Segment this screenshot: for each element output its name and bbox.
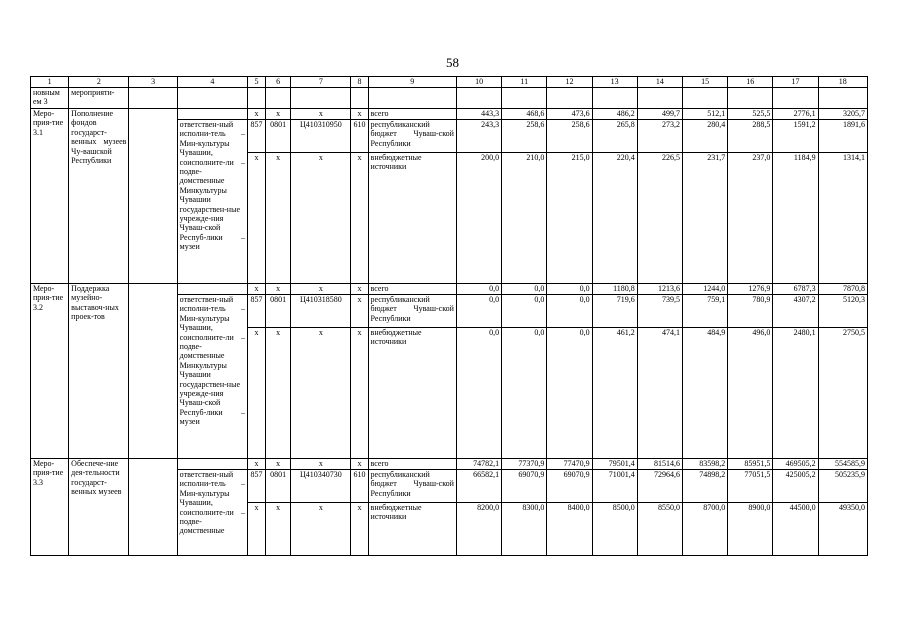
measure-title-cell: мероприяти- xyxy=(69,88,129,109)
header-cell: 7 xyxy=(291,77,351,88)
code-cell: x xyxy=(266,284,291,295)
empty-cell xyxy=(728,88,773,109)
measure-name-cell: Меро-прия-тие 3.2 xyxy=(31,284,69,459)
measure-title-cell: Обеспече-ние дея-тельности государст-венных музеев xyxy=(69,459,129,556)
funding-source-cell: республиканский бюджет Чуваш-ской Республики xyxy=(368,295,456,328)
code-cell: 857 xyxy=(248,470,266,503)
value-cell: 79501,4 xyxy=(592,459,637,470)
empty-cell xyxy=(177,88,247,109)
value-cell: 77470,9 xyxy=(547,459,592,470)
code-cell: x xyxy=(291,503,351,556)
value-cell: 215,0 xyxy=(547,153,592,284)
value-cell: 71001,4 xyxy=(592,470,637,503)
code-cell: x xyxy=(266,459,291,470)
continuation-row xyxy=(31,88,868,109)
value-cell: 5120,3 xyxy=(818,295,867,328)
empty-cell xyxy=(351,88,368,109)
value-cell: 759,1 xyxy=(682,295,727,328)
code-cell: x xyxy=(266,328,291,459)
measure-name-cell: Меро-прия-тие 3.1 xyxy=(31,109,69,284)
header-row xyxy=(31,77,868,88)
value-cell: 66582,1 xyxy=(456,470,501,503)
value-cell: 2480,1 xyxy=(773,328,818,459)
value-cell: 231,7 xyxy=(682,153,727,284)
value-cell: 486,2 xyxy=(592,109,637,120)
code-cell: x xyxy=(351,153,368,284)
value-cell: 512,1 xyxy=(682,109,727,120)
value-cell: 74898,2 xyxy=(682,470,727,503)
header-cell: 14 xyxy=(637,77,682,88)
value-cell: 6787,3 xyxy=(773,284,818,295)
code-cell: 0801 xyxy=(266,120,291,153)
code-cell: Ц410318580 xyxy=(291,295,351,328)
value-cell: 425005,2 xyxy=(773,470,818,503)
value-cell: 1314,1 xyxy=(818,153,867,284)
value-cell: 0,0 xyxy=(547,328,592,459)
code-cell: x xyxy=(291,459,351,470)
value-cell: 85951,5 xyxy=(728,459,773,470)
table-row xyxy=(31,109,868,120)
value-cell: 273,2 xyxy=(637,120,682,153)
value-cell: 8500,0 xyxy=(592,503,637,556)
header-cell: 11 xyxy=(502,77,547,88)
header-cell: 16 xyxy=(728,77,773,88)
empty-cell xyxy=(129,459,177,556)
empty-cell xyxy=(818,88,867,109)
value-cell: 49350,0 xyxy=(818,503,867,556)
value-cell: 265,8 xyxy=(592,120,637,153)
header-cell: 18 xyxy=(818,77,867,88)
value-cell: 210,0 xyxy=(502,153,547,284)
empty-cell xyxy=(129,284,177,459)
funding-source-cell: внебюджетные источники xyxy=(368,328,456,459)
header-cell: 10 xyxy=(456,77,501,88)
value-cell: 280,4 xyxy=(682,120,727,153)
header-cell: 17 xyxy=(773,77,818,88)
value-cell: 525,5 xyxy=(728,109,773,120)
empty-cell xyxy=(368,88,456,109)
value-cell: 0,0 xyxy=(502,284,547,295)
page-number: 58 xyxy=(446,55,459,70)
value-cell: 69070,9 xyxy=(502,470,547,503)
measure-name-cell: новным ем 3 xyxy=(31,88,69,109)
value-cell: 484,9 xyxy=(682,328,727,459)
value-cell: 739,5 xyxy=(637,295,682,328)
empty-cell xyxy=(637,88,682,109)
value-cell: 474,1 xyxy=(637,328,682,459)
code-cell: x xyxy=(291,284,351,295)
value-cell: 1276,9 xyxy=(728,284,773,295)
value-cell: 0,0 xyxy=(456,284,501,295)
code-cell: x xyxy=(266,153,291,284)
code-cell: 0801 xyxy=(266,470,291,503)
code-cell: x xyxy=(351,459,368,470)
empty-cell xyxy=(456,88,501,109)
value-cell: 499,7 xyxy=(637,109,682,120)
value-cell: 0,0 xyxy=(547,295,592,328)
value-cell: 473,6 xyxy=(547,109,592,120)
value-cell: 83598,2 xyxy=(682,459,727,470)
value-cell: 1591,2 xyxy=(773,120,818,153)
empty-cell xyxy=(177,109,247,120)
empty-cell xyxy=(502,88,547,109)
value-cell: 0,0 xyxy=(456,328,501,459)
value-cell: 8900,0 xyxy=(728,503,773,556)
value-cell: 237,0 xyxy=(728,153,773,284)
value-cell: 8700,0 xyxy=(682,503,727,556)
empty-cell xyxy=(177,459,247,470)
code-cell: x xyxy=(248,109,266,120)
code-cell: 0801 xyxy=(266,295,291,328)
value-cell: 1213,6 xyxy=(637,284,682,295)
header-cell: 13 xyxy=(592,77,637,88)
header-cell: 4 xyxy=(177,77,247,88)
executor-cell: ответствен-ный исполни-тель – Мин-культуры Чувашии, соисполните-ли – подве-домственные xyxy=(177,470,247,556)
table-row xyxy=(31,459,868,470)
value-cell: 69070,9 xyxy=(547,470,592,503)
empty-cell xyxy=(248,88,266,109)
code-cell: x xyxy=(351,328,368,459)
value-cell: 72964,6 xyxy=(637,470,682,503)
funding-source-cell: всего xyxy=(368,459,456,470)
value-cell: 468,6 xyxy=(502,109,547,120)
empty-cell xyxy=(592,88,637,109)
empty-cell xyxy=(129,88,177,109)
header-cell: 12 xyxy=(547,77,592,88)
code-cell: x xyxy=(351,284,368,295)
value-cell: 258,6 xyxy=(547,120,592,153)
funding-source-cell: всего xyxy=(368,284,456,295)
value-cell: 288,5 xyxy=(728,120,773,153)
code-cell: x xyxy=(291,153,351,284)
header-cell: 5 xyxy=(248,77,266,88)
empty-cell xyxy=(177,284,247,295)
value-cell: 4307,2 xyxy=(773,295,818,328)
empty-cell xyxy=(547,88,592,109)
code-cell: 857 xyxy=(248,120,266,153)
value-cell: 77051,5 xyxy=(728,470,773,503)
value-cell: 554585,9 xyxy=(818,459,867,470)
code-cell: x xyxy=(351,295,368,328)
value-cell: 8400,0 xyxy=(547,503,592,556)
executor-cell: ответствен-ный исполни-тель – Мин-культуры Чувашии, соисполните-ли – подве-домственные Минкультуры Чувашии государствен-ные учрежде-ния Чуваш-ской Респуб-лики – музеи xyxy=(177,120,247,284)
measure-name-cell: Меро-прия-тие 3.3 xyxy=(31,459,69,556)
header-cell: 1 xyxy=(31,77,69,88)
code-cell: x xyxy=(291,109,351,120)
value-cell: 0,0 xyxy=(456,295,501,328)
measure-title-cell: Поддержка музейно-выставоч-ных проек-тов xyxy=(69,284,129,459)
funding-source-cell: всего xyxy=(368,109,456,120)
code-cell: x xyxy=(351,109,368,120)
value-cell: 3205,7 xyxy=(818,109,867,120)
code-cell: 610 xyxy=(351,470,368,503)
code-cell: x xyxy=(291,328,351,459)
empty-cell xyxy=(682,88,727,109)
value-cell: 0,0 xyxy=(547,284,592,295)
code-cell: x xyxy=(248,503,266,556)
value-cell: 258,6 xyxy=(502,120,547,153)
value-cell: 7870,8 xyxy=(818,284,867,295)
value-cell: 81514,6 xyxy=(637,459,682,470)
empty-cell xyxy=(291,88,351,109)
code-cell: Ц410340730 xyxy=(291,470,351,503)
funding-source-cell: внебюджетные источники xyxy=(368,503,456,556)
code-cell: x xyxy=(248,459,266,470)
value-cell: 780,9 xyxy=(728,295,773,328)
code-cell: x xyxy=(351,503,368,556)
header-cell: 9 xyxy=(368,77,456,88)
code-cell: x xyxy=(248,153,266,284)
value-cell: 243,3 xyxy=(456,120,501,153)
value-cell: 505235,9 xyxy=(818,470,867,503)
value-cell: 77370,9 xyxy=(502,459,547,470)
value-cell: 496,0 xyxy=(728,328,773,459)
code-cell: 857 xyxy=(248,295,266,328)
value-cell: 2776,1 xyxy=(773,109,818,120)
header-cell: 2 xyxy=(69,77,129,88)
value-cell: 1891,6 xyxy=(818,120,867,153)
code-cell: x xyxy=(248,328,266,459)
value-cell: 1244,0 xyxy=(682,284,727,295)
value-cell: 8550,0 xyxy=(637,503,682,556)
value-cell: 44500,0 xyxy=(773,503,818,556)
executor-cell: ответствен-ный исполни-тель – Мин-культуры Чувашии, соисполните-ли – подве-домственные Минкультуры Чувашии государствен-ные учрежде-ния Чуваш-ской Респуб-лики – музеи xyxy=(177,295,247,459)
value-cell: 8300,0 xyxy=(502,503,547,556)
value-cell: 461,2 xyxy=(592,328,637,459)
empty-cell xyxy=(266,88,291,109)
empty-cell xyxy=(773,88,818,109)
value-cell: 469505,2 xyxy=(773,459,818,470)
value-cell: 8200,0 xyxy=(456,503,501,556)
value-cell: 226,5 xyxy=(637,153,682,284)
value-cell: 443,3 xyxy=(456,109,501,120)
value-cell: 0,0 xyxy=(502,328,547,459)
measure-title-cell: Пополнение фондов государст-венных музеев Чу-вашской Республики xyxy=(69,109,129,284)
value-cell: 1184,9 xyxy=(773,153,818,284)
header-cell: 6 xyxy=(266,77,291,88)
empty-cell xyxy=(129,109,177,284)
value-cell: 220,4 xyxy=(592,153,637,284)
code-cell: 610 xyxy=(351,120,368,153)
budget-table xyxy=(30,76,868,556)
value-cell: 1180,8 xyxy=(592,284,637,295)
header-cell: 8 xyxy=(351,77,368,88)
funding-source-cell: внебюджетные источники xyxy=(368,153,456,284)
funding-source-cell: республиканский бюджет Чуваш-ской Республики xyxy=(368,470,456,503)
value-cell: 719,6 xyxy=(592,295,637,328)
code-cell: x xyxy=(248,284,266,295)
table-row xyxy=(31,284,868,295)
header-cell: 3 xyxy=(129,77,177,88)
value-cell: 0,0 xyxy=(502,295,547,328)
value-cell: 74782,1 xyxy=(456,459,501,470)
header-cell: 15 xyxy=(682,77,727,88)
value-cell: 200,0 xyxy=(456,153,501,284)
funding-source-cell: республиканский бюджет Чуваш-ской Республики xyxy=(368,120,456,153)
code-cell: Ц410310950 xyxy=(291,120,351,153)
code-cell: x xyxy=(266,503,291,556)
value-cell: 2750,5 xyxy=(818,328,867,459)
code-cell: x xyxy=(266,109,291,120)
